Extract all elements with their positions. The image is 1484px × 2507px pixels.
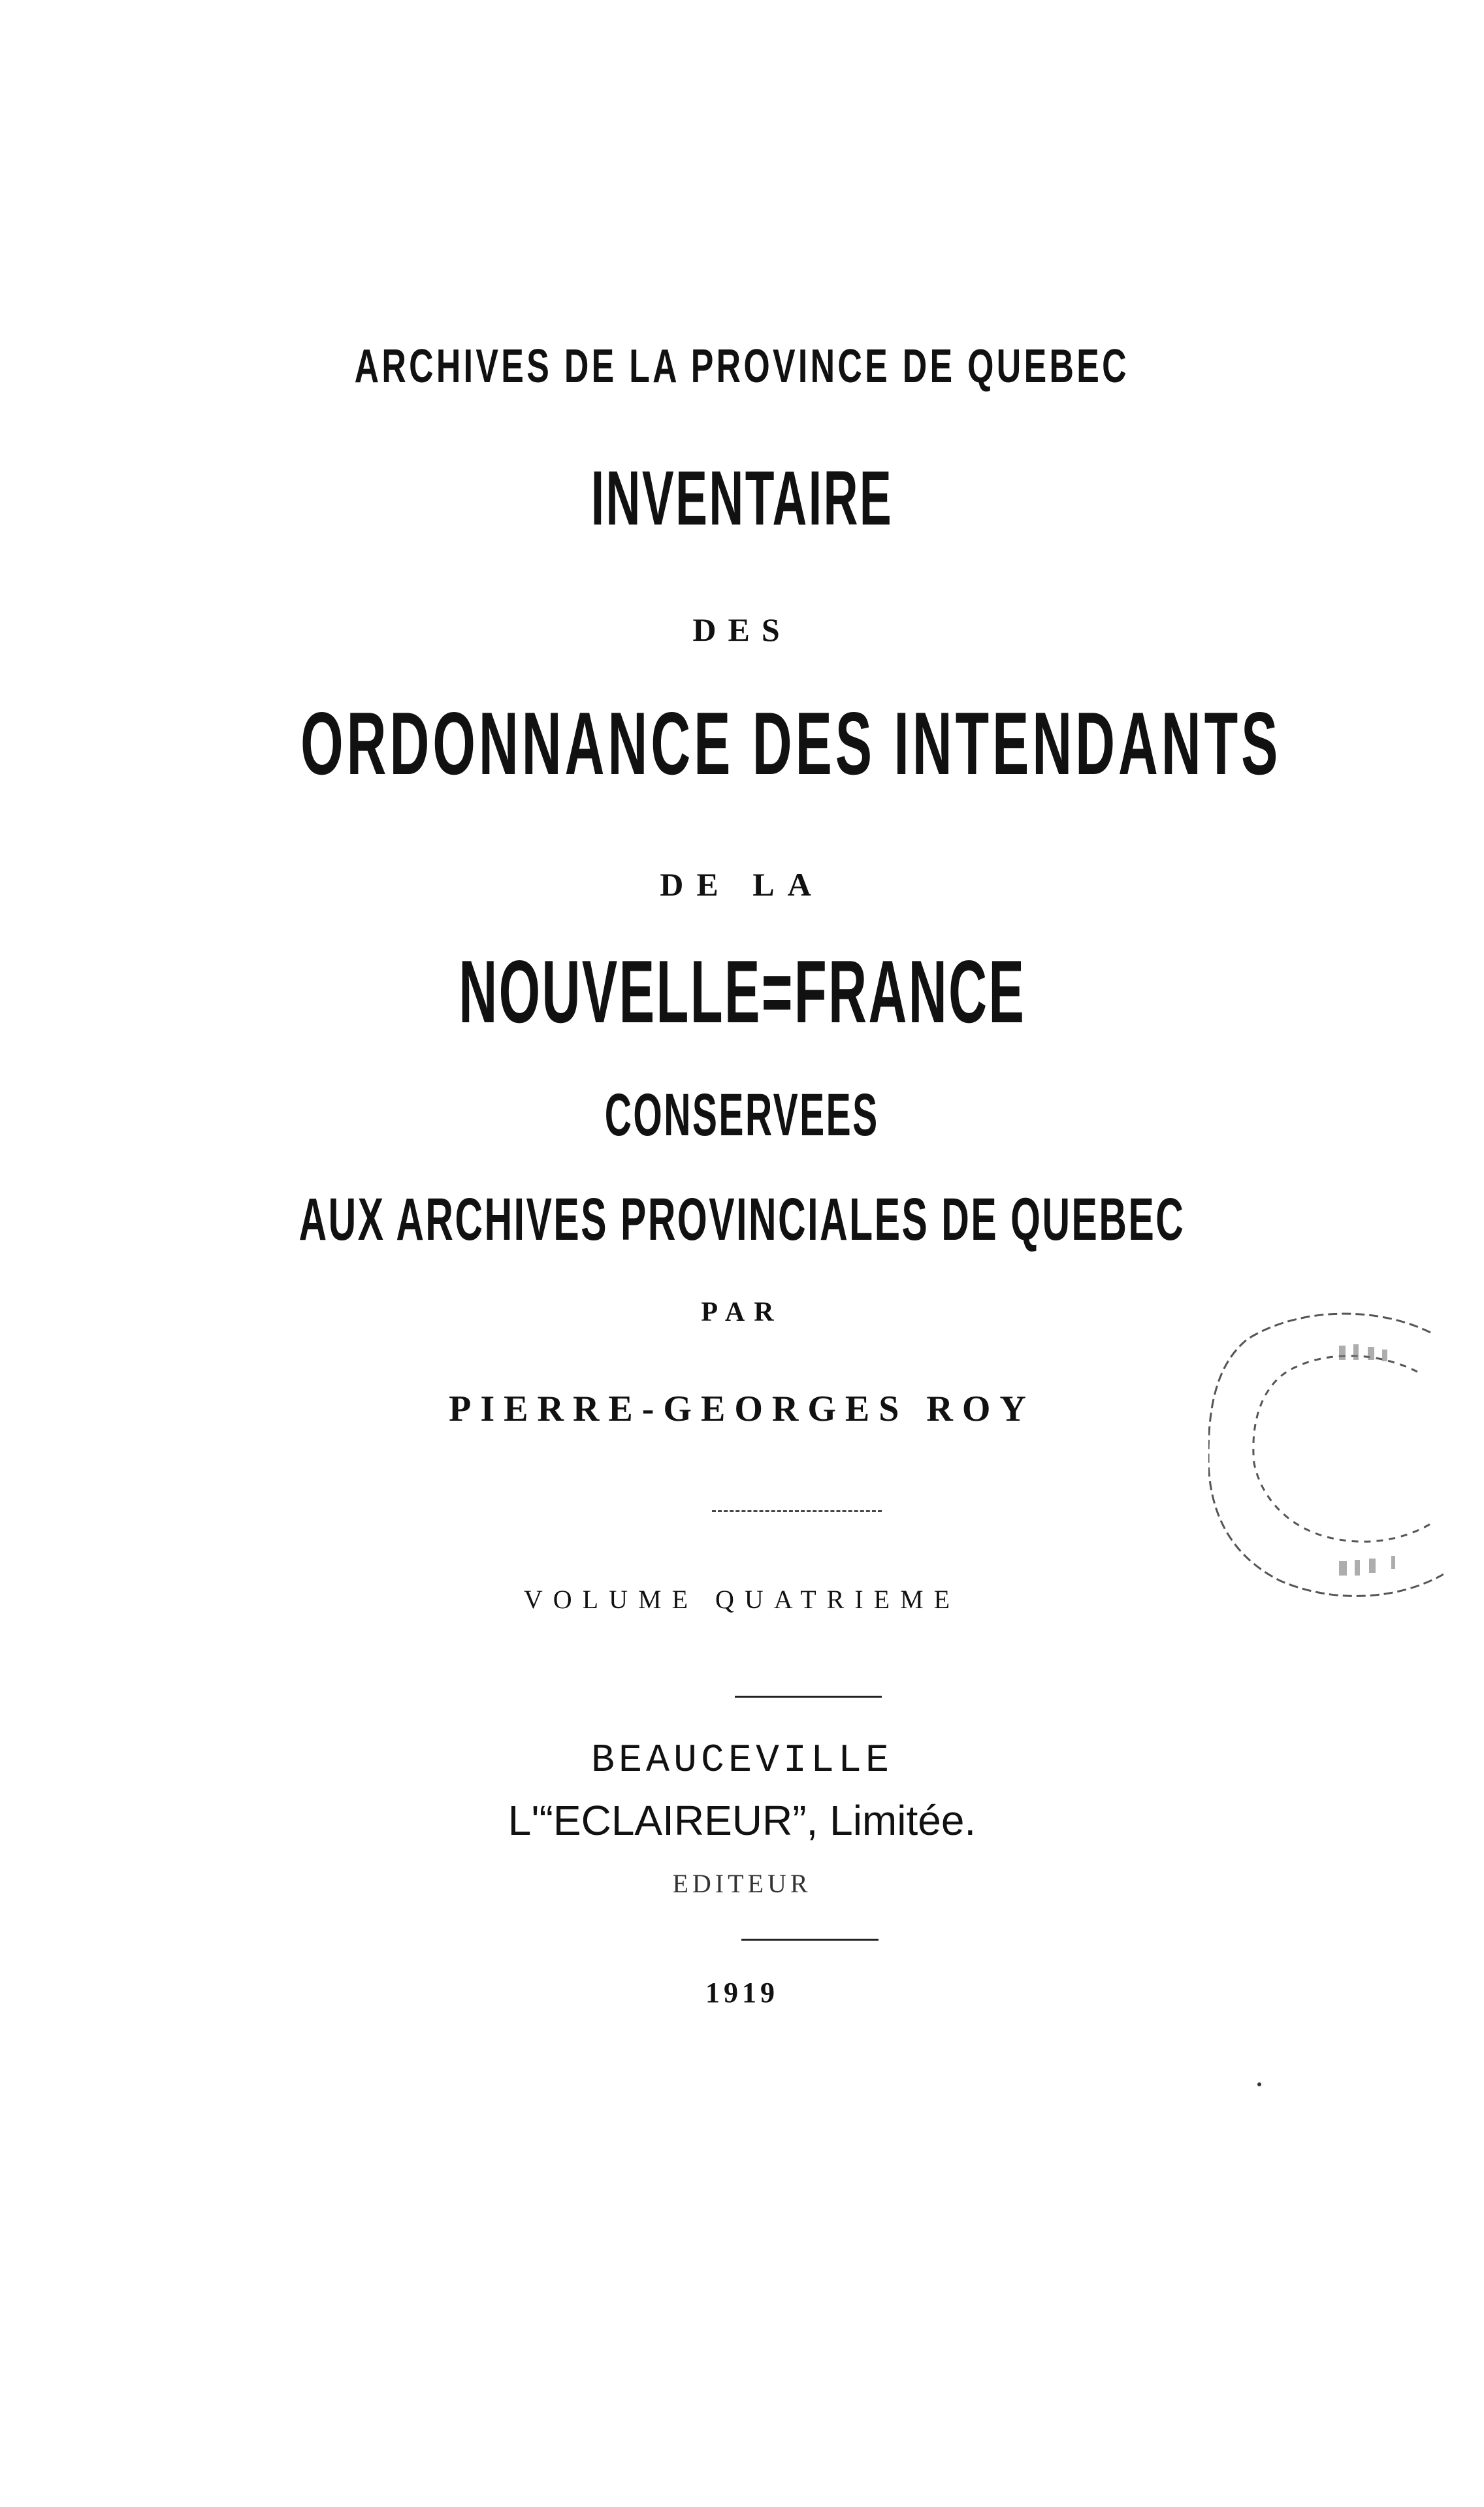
imprint-role-text: EDITEUR — [672, 1869, 812, 1898]
separator-rule-2 — [741, 1939, 879, 1941]
title-de-la-text: DE LA — [660, 866, 824, 903]
imprint-city-text: BEAUCEVILLE — [590, 1739, 894, 1783]
title-des-text: DES — [692, 611, 792, 648]
title-inventaire-text: INVENTAIRE — [590, 455, 894, 542]
imprint-publisher — [0, 1796, 1484, 1845]
author-par-text: PAR — [701, 1297, 783, 1327]
title-inventaire — [0, 454, 1484, 543]
title-nouvelle-france-text: NOUVELLE=FRANCE — [459, 942, 1025, 1041]
imprint-year — [0, 1976, 1484, 2009]
title-nouvelle-france — [0, 941, 1484, 1043]
title-aux-archives — [0, 1186, 1484, 1254]
imprint-city — [0, 1739, 1484, 1783]
author-name-text: PIERRE-GEORGES ROY — [449, 1389, 1035, 1429]
title-aux-archives-text: AUX ARCHIVES PROVINCIALES DE QUEBEC — [298, 1186, 1186, 1253]
title-conservees-text: CONSERVEES — [605, 1082, 879, 1148]
imprint-publisher-text: L'“ECLAIREUR”, Limitée. — [508, 1797, 976, 1844]
archives-header-text: ARCHIVES DE LA PROVINCE DE QUEBEC — [354, 340, 1130, 393]
separator-rule-1 — [735, 1696, 882, 1698]
imprint-role — [0, 1868, 1484, 1899]
title-des — [0, 611, 1484, 649]
title-ordonnance-text: ORDONNANCE DES INTENDANTS — [300, 694, 1282, 793]
separator-dashed — [712, 1510, 882, 1512]
title-de-la — [0, 865, 1484, 903]
volume-label-text: VOLUME QUATRIEME — [523, 1585, 961, 1614]
stray-mark — [1257, 2082, 1261, 2086]
library-stamp-seal — [1208, 1300, 1444, 1607]
title-ordonnance — [0, 692, 1484, 794]
imprint-year-text: 1919 — [705, 1977, 779, 2009]
archives-header — [0, 340, 1484, 393]
title-conservees — [0, 1081, 1484, 1150]
